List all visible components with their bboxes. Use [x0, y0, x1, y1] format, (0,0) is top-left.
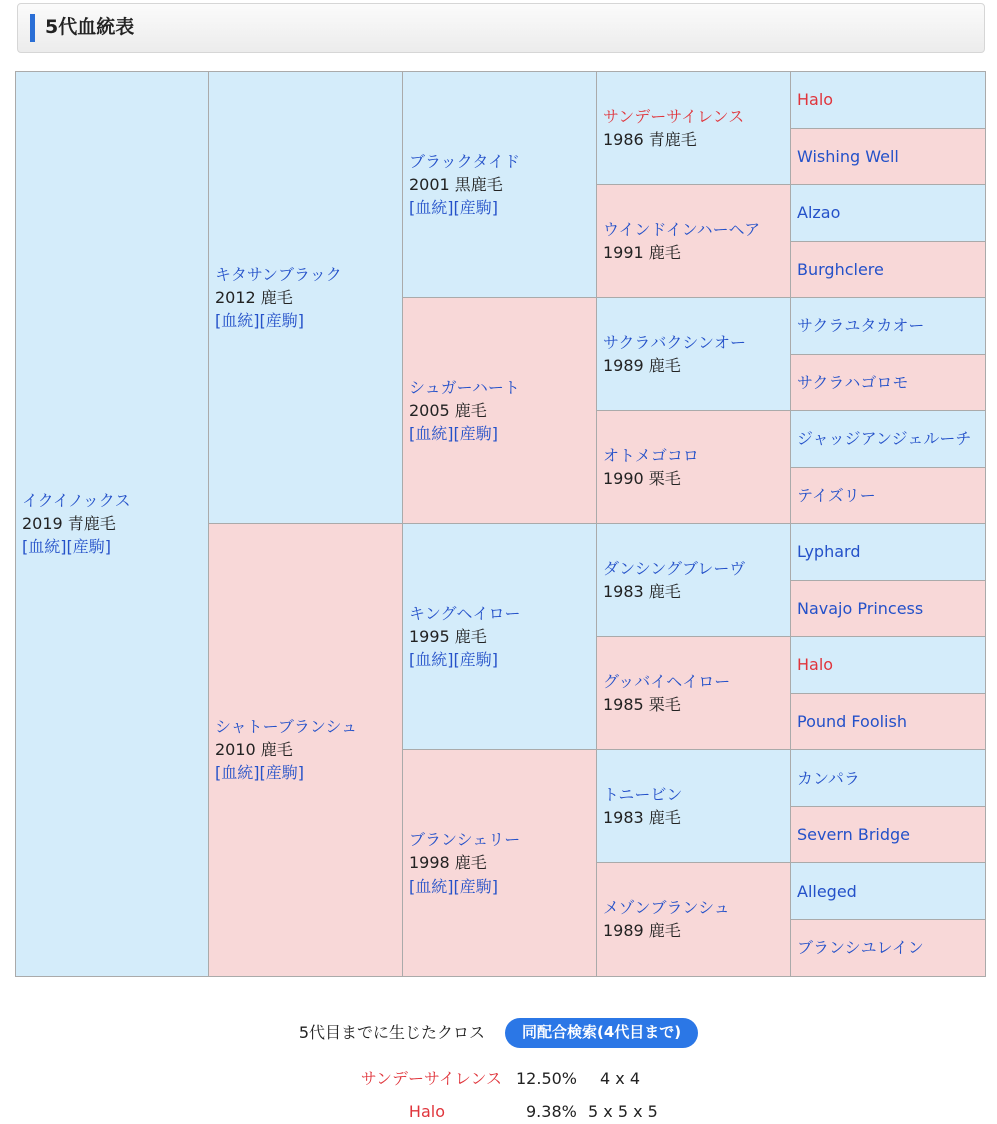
pedigree-cell-gen3: [403, 298, 597, 524]
horse-name-link[interactable]: ジャッジアンジェルーチ: [797, 429, 972, 449]
horse-birth-info: 2019 青鹿毛: [22, 514, 116, 534]
pedigree-cell-gen5: [791, 354, 986, 411]
pedigree-cell-gen5: [791, 467, 986, 524]
same-mating-search-button[interactable]: 同配合検索(4代目まで): [505, 1018, 698, 1048]
pedigree-cell-gen5: [791, 298, 986, 355]
cross-label: 5代目までに生じたクロス: [298, 1023, 486, 1043]
pedigree-cell-gen2: [209, 72, 403, 524]
pedigree-link[interactable]: [血統]: [409, 650, 454, 670]
horse-name-link[interactable]: Pound Foolish: [797, 712, 907, 732]
pedigree-cell-gen5: [791, 863, 986, 920]
pedigree-link[interactable]: [血統]: [409, 198, 454, 218]
foal-link[interactable]: [産駒]: [453, 198, 498, 218]
horse-name-link[interactable]: Burghclere: [797, 259, 884, 279]
pedigree-cell-gen5: [791, 806, 986, 863]
cross-header: [0, 1018, 997, 1048]
horse-links: [409, 422, 590, 445]
pedigree-cell-gen5: [791, 919, 986, 976]
pedigree-table: [15, 71, 986, 977]
pedigree-cell-gen5: [791, 241, 986, 298]
pedigree-cell-gen1: [16, 72, 209, 977]
pedigree-cell-gen4: [597, 72, 791, 185]
pedigree-cell-gen5: [791, 750, 986, 807]
header-accent-bar: [30, 14, 35, 42]
horse-birth-info: 1990 栗毛: [603, 469, 681, 489]
horse-name-link[interactable]: サクラバクシンオー: [603, 332, 746, 352]
horse-name-link[interactable]: トニービン: [603, 785, 683, 805]
pedigree-link[interactable]: [血統]: [215, 763, 260, 783]
horse-name-link[interactable]: グッバイヘイロー: [603, 672, 731, 692]
pedigree-cell-gen5: [791, 411, 986, 468]
pedigree-cell-gen2: [209, 524, 403, 976]
horse-name-link[interactable]: Halo: [797, 90, 834, 110]
pedigree-link[interactable]: [血統]: [215, 311, 260, 331]
pedigree-cell-gen3: [403, 524, 597, 750]
horse-birth-info: 1989 鹿毛: [603, 921, 681, 941]
pedigree-cell-gen5: [791, 72, 986, 129]
horse-name-link[interactable]: ブランシユレイン: [797, 938, 924, 958]
horse-name-link[interactable]: ウインドインハーヘア: [603, 219, 761, 239]
horse-links: [409, 875, 590, 898]
horse-name-link[interactable]: カンパラ: [797, 768, 860, 788]
pedigree-cell-gen4: [597, 411, 791, 524]
cross-generations: 4 x 4: [600, 1069, 640, 1088]
pedigree-cell-gen5: [791, 693, 986, 750]
horse-name-link[interactable]: イクイノックス: [22, 490, 131, 510]
horse-birth-info: 2005 鹿毛: [409, 401, 487, 421]
horse-links: [215, 309, 396, 332]
horse-birth-info: 1995 鹿毛: [409, 627, 487, 647]
horse-birth-info: 2012 鹿毛: [215, 288, 293, 308]
cross-generations: 5 x 5 x 5: [588, 1102, 658, 1121]
foal-link[interactable]: [産駒]: [259, 311, 304, 331]
cross-percent: 12.50%: [516, 1069, 578, 1088]
pedigree-cell-gen4: [597, 524, 791, 637]
horse-birth-info: 2010 鹿毛: [215, 740, 293, 760]
horse-birth-info: 1991 鹿毛: [603, 243, 681, 263]
horse-links: [22, 535, 202, 558]
cross-percent: 9.38%: [526, 1102, 577, 1121]
cross-row: [0, 1067, 997, 1091]
pedigree-cell-gen5: [791, 524, 986, 581]
horse-birth-info: 1983 鹿毛: [603, 808, 681, 828]
foal-link[interactable]: [産駒]: [453, 424, 498, 444]
horse-name-link[interactable]: Alleged: [797, 881, 857, 901]
foal-link[interactable]: [産駒]: [66, 537, 111, 557]
horse-name-link[interactable]: Wishing Well: [797, 146, 899, 166]
horse-name-link[interactable]: Lyphard: [797, 542, 861, 562]
horse-birth-info: 2001 黒鹿毛: [409, 174, 503, 194]
section-header: [17, 3, 985, 53]
horse-links: [215, 761, 396, 784]
section-title: 5代血統表: [45, 16, 135, 39]
horse-name-link[interactable]: サクラユタカオー: [797, 316, 925, 336]
cross-horse-name[interactable]: サンデーサイレンス: [360, 1069, 502, 1088]
pedigree-link[interactable]: [血統]: [409, 424, 454, 444]
pedigree-link[interactable]: [血統]: [22, 537, 67, 557]
horse-name-link[interactable]: シュガーハート: [409, 377, 520, 397]
horse-links: [409, 648, 590, 671]
foal-link[interactable]: [産駒]: [453, 876, 498, 896]
horse-name-link[interactable]: キタサンブラック: [215, 264, 342, 284]
pedigree-cell-gen4: [597, 185, 791, 298]
pedigree-cell-gen5: [791, 128, 986, 185]
cross-horse-name[interactable]: Halo: [408, 1102, 445, 1121]
horse-name-link[interactable]: ブラックタイド: [409, 151, 521, 171]
horse-birth-info: 1998 鹿毛: [409, 853, 487, 873]
horse-name-link[interactable]: Alzao: [797, 203, 841, 223]
horse-name-link[interactable]: オトメゴコロ: [603, 446, 699, 466]
foal-link[interactable]: [産駒]: [453, 650, 498, 670]
horse-name-link[interactable]: シャトーブランシュ: [215, 717, 358, 737]
horse-name-link[interactable]: サンデーサイレンス: [603, 106, 745, 126]
pedigree-cell-gen4: [597, 863, 791, 976]
pedigree-cell-gen5: [791, 637, 986, 694]
horse-name-link[interactable]: テイズリー: [797, 485, 876, 505]
pedigree-cell-gen4: [597, 298, 791, 411]
horse-name-link[interactable]: Navajo Princess: [797, 598, 924, 618]
pedigree-cell-gen5: [791, 185, 986, 242]
horse-name-link[interactable]: Severn Bridge: [797, 825, 910, 845]
horse-links: [409, 196, 590, 219]
foal-link[interactable]: [産駒]: [259, 763, 304, 783]
horse-name-link[interactable]: Halo: [797, 655, 834, 675]
horse-birth-info: 1986 青鹿毛: [603, 130, 697, 150]
horse-name-link[interactable]: ダンシングブレーヴ: [603, 559, 746, 579]
horse-name-link[interactable]: サクラハゴロモ: [797, 372, 909, 392]
pedigree-cell-gen3: [403, 750, 597, 976]
horse-birth-info: 1983 鹿毛: [603, 582, 681, 602]
pedigree-cell-gen4: [597, 637, 791, 750]
horse-birth-info: 1989 鹿毛: [603, 356, 681, 376]
pedigree-cell-gen5: [791, 580, 986, 637]
pedigree-link[interactable]: [血統]: [409, 876, 454, 896]
horse-name-link[interactable]: メゾンブランシュ: [603, 898, 730, 918]
pedigree-cell-gen4: [597, 750, 791, 863]
cross-row: [0, 1100, 997, 1124]
horse-name-link[interactable]: ブランシェリー: [409, 830, 521, 850]
horse-birth-info: 1985 栗毛: [603, 695, 681, 715]
horse-name-link[interactable]: キングヘイロー: [409, 604, 521, 624]
pedigree-cell-gen3: [403, 72, 597, 298]
